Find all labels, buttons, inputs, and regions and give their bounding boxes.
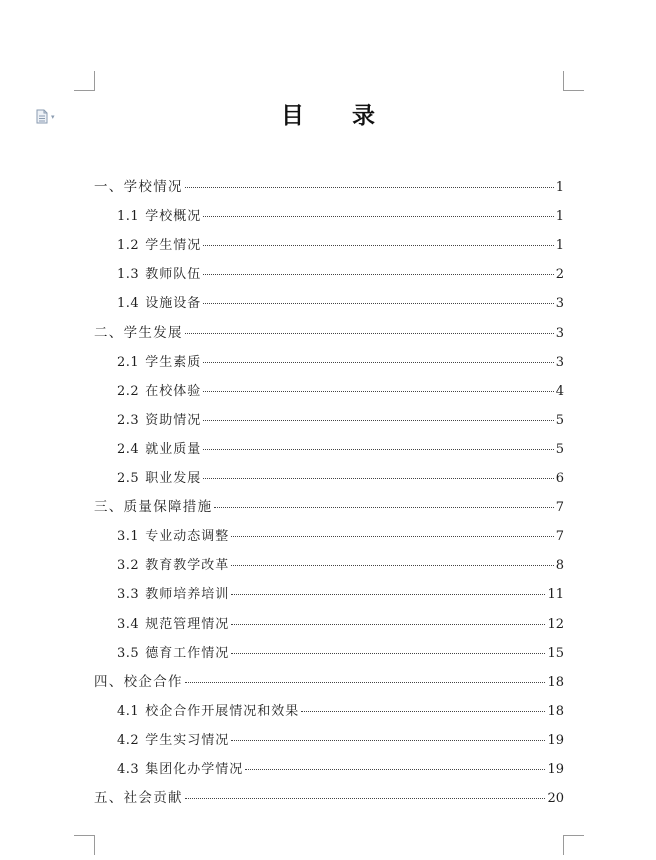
toc-entry-number: 2.3 [117,412,140,428]
toc-entry-label: 三、质量保障措施 [94,499,213,516]
toc-dot-leader [203,478,554,479]
toc-entry-label: 资助情况 [145,412,202,428]
toc-entry-label: 教师队伍 [145,267,202,283]
toc-subsection-entry[interactable] [117,377,564,406]
toc-page-number: 2 [555,267,564,283]
toc-section-entry[interactable] [94,173,564,202]
toc-subsection-entry[interactable] [117,522,564,551]
toc-entry-label: 教师培养培训 [145,587,230,603]
toc-entry-number: 4.2 [117,732,140,748]
toc-dot-leader [203,362,554,363]
toc-page-number: 18 [547,703,564,719]
toc-entry-number: 4.1 [117,703,140,719]
page-corner-mark-bottom-left [74,835,95,855]
page-corner-mark-top-left [74,71,95,91]
toc-section-entry[interactable] [94,493,564,522]
toc-entry-number: 3.4 [117,616,140,632]
toc-dot-leader [203,245,554,246]
toc-page-number: 1 [555,180,564,195]
toc-subsection-entry[interactable] [117,348,564,377]
toc-entry-label: 学生实习情况 [145,732,230,748]
toc-page-number: 11 [547,587,564,603]
toc-entry-number: 3.5 [117,645,140,661]
toc-subsection-entry[interactable] [117,726,564,755]
toc-entry-label: 设施设备 [145,296,202,312]
toc-subsection-entry[interactable] [117,551,564,580]
toc-subsection-entry[interactable] [117,580,564,609]
chevron-down-icon: ▾ [51,112,55,121]
toc-subsection-entry[interactable] [117,464,564,493]
toc-dot-leader [245,769,545,770]
toc-entry-label: 规范管理情况 [145,616,230,632]
toc-page-number: 3 [555,354,564,370]
toc-entry-label: 德育工作情况 [145,645,230,661]
toc-page-number: 7 [555,529,564,545]
page-corner-mark-bottom-right [563,835,584,855]
toc-dot-leader [231,624,545,625]
toc-dot-leader [203,303,554,304]
toc-entry-number: 1.2 [117,238,140,254]
toc-entry-label: 学生素质 [145,354,202,370]
toc-page-number: 3 [555,325,564,341]
toc-entry-number: 2.4 [117,441,140,457]
toc-entry-number: 1.1 [117,209,140,225]
toc-page-number: 5 [555,412,564,428]
toc-dot-leader [231,594,545,595]
toc-subsection-entry[interactable] [117,231,564,260]
toc-dot-leader [231,565,554,566]
toc-subsection-entry[interactable] [117,202,564,231]
toc-section-entry[interactable] [94,319,564,348]
toc-entry-label: 二、学生发展 [94,324,183,341]
toc-page-number: 7 [555,500,564,516]
toc-entry-number: 1.3 [117,267,140,283]
toc-dot-leader [203,449,554,450]
toc-subsection-entry[interactable] [117,639,564,668]
toc-entry-label: 在校体验 [145,383,202,399]
toc-entry-label: 学校概况 [145,209,202,225]
page-corner-mark-top-right [563,71,584,91]
toc-section-entry[interactable] [94,784,564,813]
toc-entry-number: 3.2 [117,558,140,574]
toc-dot-leader [203,274,554,275]
toc-entry-label: 学生情况 [145,238,202,254]
toc-page-number: 6 [555,471,564,486]
toc-entry-label: 职业发展 [145,471,202,486]
toc-dot-leader [185,187,554,188]
toc-entry-number: 3.1 [117,529,140,545]
toc-subsection-entry[interactable] [117,610,564,639]
toc-entry-label: 一、学校情况 [94,179,183,195]
toc-dot-leader [185,798,546,799]
toc-dot-leader [185,333,554,334]
toc-page-number: 4 [555,383,564,399]
toc-page-number: 8 [555,558,564,574]
toc-entry-number: 4.3 [117,762,140,777]
toc-dot-leader [203,216,554,217]
toc-entry-number: 2.5 [117,471,140,486]
toc-page-number: 19 [547,732,564,748]
toc-subsection-entry[interactable] [117,289,564,318]
toc-page-number: 12 [547,616,564,632]
toc-dot-leader [231,536,554,537]
toc-entry-number: 3.3 [117,587,140,603]
toc-entry-label: 就业质量 [145,441,202,457]
toc-entry-label: 五、社会贡献 [94,790,183,807]
toc-page-number: 15 [547,645,564,661]
toc-dot-leader [185,682,546,683]
toc-dot-leader [231,653,545,654]
toc-page-number: 1 [555,238,564,254]
toc-entry-label: 集团化办学情况 [145,762,244,777]
toc-dot-leader [203,391,554,392]
toc-page-number: 18 [547,674,564,690]
toc-entry-label: 校企合作开展情况和效果 [145,703,300,719]
toc-dot-leader [231,740,545,741]
toc-subsection-entry[interactable] [117,697,564,726]
toc-page-number: 5 [555,441,564,457]
toc-entry-number: 1.4 [117,296,140,312]
toc-page-number: 20 [547,791,564,807]
toc-entry-label: 教育教学改革 [145,558,230,574]
page-title: 目 录 [280,102,376,129]
toc-section-entry[interactable] [94,668,564,697]
toc-subsection-entry[interactable] [117,260,564,289]
toc-dot-leader [301,711,545,712]
toc-entry-number: 2.1 [117,354,140,370]
toc-subsection-entry[interactable] [117,435,564,464]
toc-entry-number: 2.2 [117,383,140,399]
toc-subsection-entry[interactable] [117,406,564,435]
toc-page-number: 1 [555,209,564,225]
toc-page-number: 3 [555,296,564,312]
toc-entry-label: 四、校企合作 [94,673,183,690]
toc-dot-leader [214,507,553,508]
toc-dot-leader [203,420,554,421]
toc-subsection-entry[interactable] [117,755,564,784]
toc-page-number: 19 [547,762,564,777]
toc-entry-label: 专业动态调整 [145,529,230,545]
